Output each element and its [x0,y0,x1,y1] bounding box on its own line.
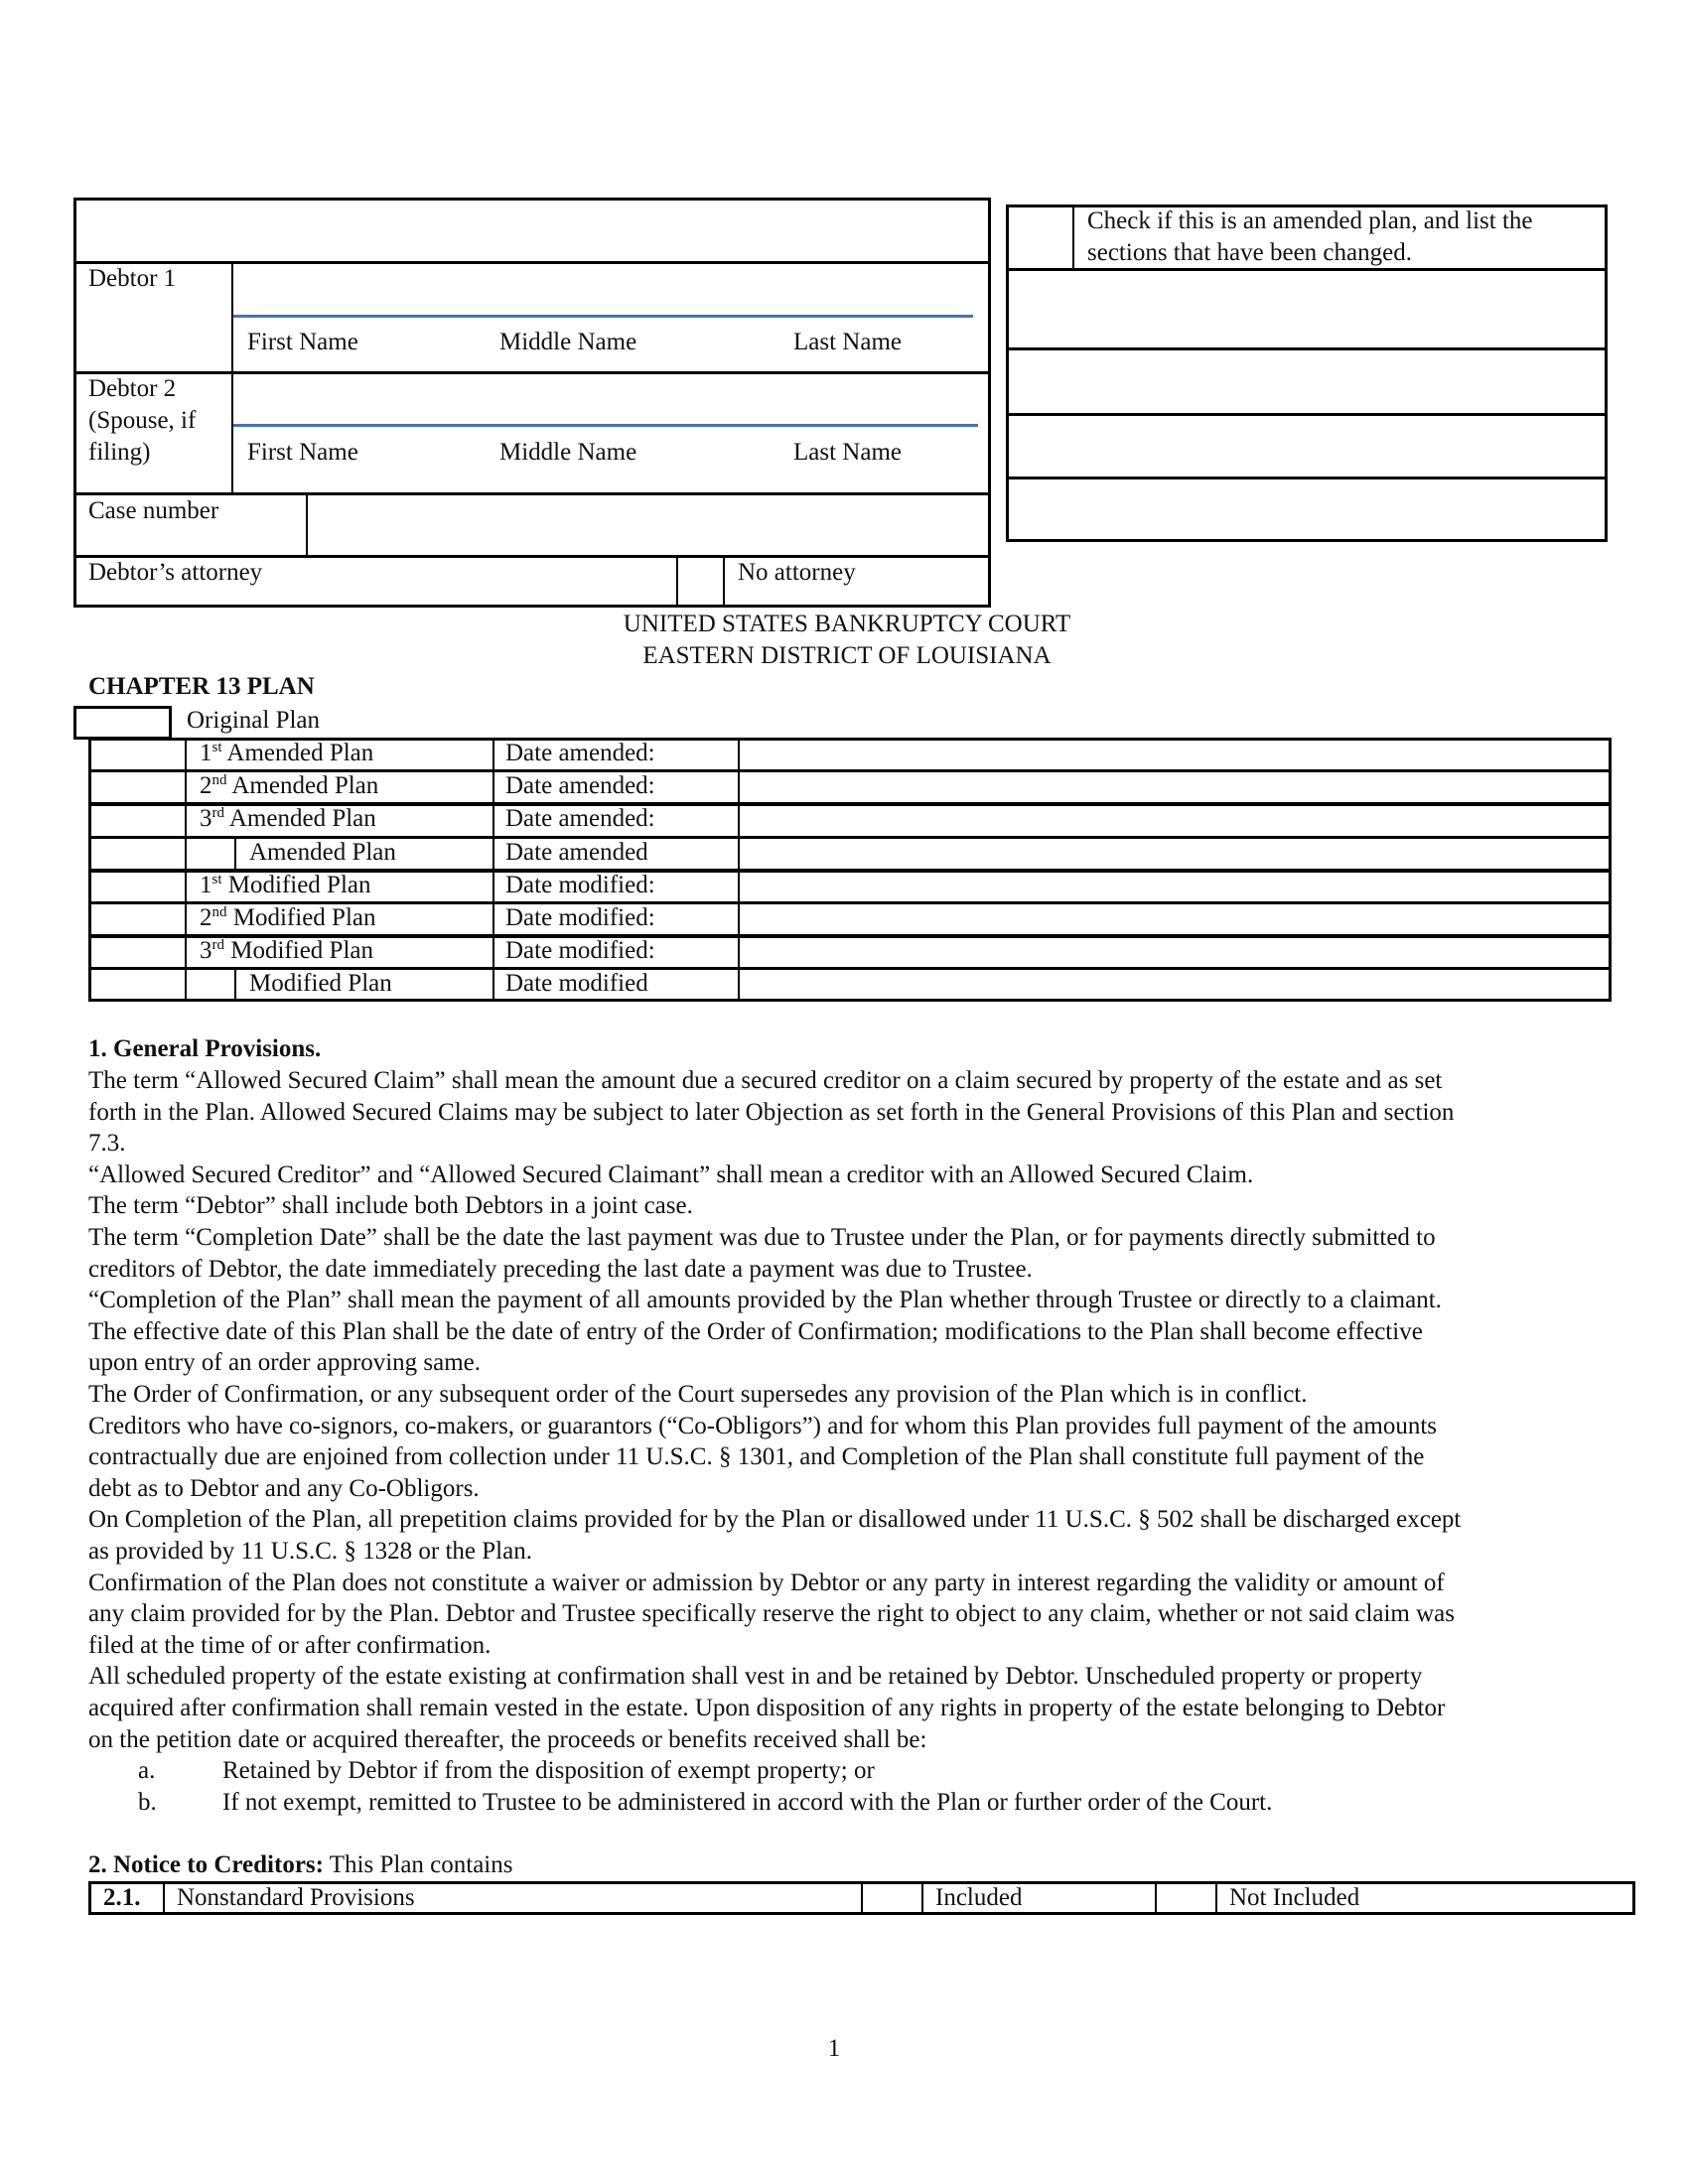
case-number-field[interactable] [310,496,985,552]
paragraph-line: creditors of Debtor, the date immediately preceding the last date a payment was due to Trustee. [88,1255,1033,1283]
original-plan-checkbox[interactable] [73,706,172,740]
divider [676,556,678,606]
court-district: EASTERN DISTRICT OF LOUISIANA [642,642,1052,669]
plan-version-name: Modified Plan [249,970,392,998]
plan-version-checkbox[interactable] [91,772,183,801]
changed-section-field[interactable] [1009,351,1605,411]
case-number-label: Case number [88,497,219,524]
date-label: Date amended: [505,805,655,833]
divider [492,770,494,803]
divider [1006,477,1608,479]
divider [738,803,740,836]
ordinal-suffix: rd [211,937,224,954]
paragraph-line: forth in the Plan. Allowed Secured Claims may be subject to later Objection as set forth in the General Provisions of this Plan and section [88,1098,1455,1126]
date-field[interactable] [741,904,1607,933]
paragraph-line: as provided by 11 U.S.C. § 1328 or the Plan. [88,1538,532,1565]
divider [185,870,187,902]
divider [861,1881,863,1915]
paragraph-line: The effective date of this Plan shall be the date of entry of the Order of Confirmation; modifications to the Plan shall become effective [88,1317,1423,1345]
divider [738,738,740,770]
plan-version-name: Amended Plan [231,772,379,800]
ordinal-number: 3 [200,937,212,965]
plan-version-checkbox[interactable] [91,805,183,834]
divider [185,738,187,770]
debtor1-label: Debtor 1 [88,265,177,292]
plan-version-checkbox[interactable] [91,904,183,933]
plan-version-label [249,969,392,999]
divider [738,770,740,803]
ordinal-suffix: nd [211,904,227,920]
paragraph-line: on the petition date or acquired thereafter, the proceeds or benefits received shall be: [88,1725,927,1753]
ordinal-number: 2 [200,772,212,800]
amended-plan-checkbox[interactable] [1009,207,1070,267]
divider [185,770,187,803]
plan-version-label [200,871,371,900]
middle-name-label: Middle Name [499,329,637,355]
divider [185,803,187,836]
paragraph-line: debt as to Debtor and any Co-Obligors. [88,1474,480,1502]
date-field[interactable] [741,872,1607,900]
page-number: 1 [827,2035,841,2062]
debtor2-label: (Spouse, if [88,407,197,434]
first-name-label: First Name [247,329,358,355]
plan-version-name: Amended Plan [226,740,374,766]
plan-version-checkbox[interactable] [91,937,183,966]
divider [492,870,494,902]
divider [492,738,494,770]
divider [185,968,187,1001]
paragraph-line: “Completion of the Plan” shall mean the payment of all amounts provided by the Plan whether through Trustee or directly to a claimant. [88,1287,1442,1314]
divider [306,493,308,556]
amended-instructions: Check if this is an amended plan, and list the [1087,207,1533,234]
included-label: Included [935,1884,1023,1911]
date-label: Date amended [505,838,648,866]
plan-version-checkbox[interactable] [91,839,183,868]
divider [231,262,233,493]
divider [1155,1881,1157,1915]
debtor2-label: filing) [88,439,151,466]
paragraph-line: On Completion of the Plan, all prepetition claims provided for by the Plan or disallowed under 11 U.S.C. § 502 shall be discharged except [88,1506,1462,1534]
provision-number: 2.1. [103,1884,141,1911]
paragraph-line: acquired after confirmation shall remain vested in the estate. Upon disposition of any rights in property of the estate belonging to Debtor [88,1695,1446,1721]
amended-instructions: sections that have been changed. [1087,239,1412,266]
divider [492,968,494,1001]
paragraph-line: The term “Completion Date” shall be the date the last payment was due to Trustee under the Plan, or for payments directly submitted to [88,1224,1436,1251]
ordinal-number: 1 [200,871,212,898]
plan-version-label [200,739,373,768]
paragraph-line: 7.3. [88,1130,126,1158]
divider [738,870,740,902]
ordinal-suffix: nd [211,772,227,789]
list-item-text: If not exempt, remitted to Trustee to be administered in accord with the Plan or further order of the Court. [222,1788,1273,1816]
divider [185,902,187,935]
ordinal-number: 3 [200,805,212,833]
plan-version-name: Modified Plan [232,904,376,931]
plan-version-checkbox[interactable] [91,872,183,900]
plan-number-field[interactable] [188,970,232,999]
divider [738,837,740,870]
plan-version-label [200,804,376,834]
divider [73,261,991,264]
ordinal-number: 1 [200,740,212,766]
date-label: Date amended: [505,740,655,766]
ordinal-suffix: st [211,740,222,755]
debtor2-name-input[interactable] [233,424,978,427]
date-label: Date modified [505,970,648,998]
divider [492,803,494,836]
plan-version-checkbox[interactable] [91,740,183,768]
divider [185,837,187,870]
plan-version-name: Modified Plan [227,871,371,898]
divider [163,1881,165,1915]
divider [738,968,740,1001]
plan-version-name: Modified Plan [230,937,373,965]
list-item-text: Retained by Debtor if from the disposition of exempt property; or [222,1757,875,1785]
not-included-label: Not Included [1229,1884,1360,1911]
plan-version-name: Amended Plan [228,805,376,833]
date-field[interactable] [741,937,1607,966]
changed-section-field[interactable] [1009,272,1605,345]
paragraph-line: Confirmation of the Plan does not constitute a waiver or admission by Debtor or any party in interest regarding the validity or amount of [88,1569,1445,1596]
divider [723,556,725,606]
divider [234,837,236,870]
paragraph-line: filed at the time of or after confirmation. [88,1631,492,1659]
date-label: Date amended: [505,772,655,800]
date-field[interactable] [741,805,1607,834]
plan-version-label [200,903,376,933]
section2-title: 2. Notice to Creditors: [88,1851,324,1878]
provision-label: Nonstandard Provisions [177,1884,415,1911]
court-name: UNITED STATES BANKRUPTCY COURT [623,611,1071,637]
middle-name-label: Middle Name [499,439,637,466]
divider [1072,205,1074,269]
date-label: Date modified: [505,871,655,898]
debtor2-label: Debtor 2 [88,375,177,402]
section1-heading: 1. General Provisions. [88,1035,322,1062]
included-checkbox[interactable] [864,1884,919,1912]
original-plan-label: Original Plan [187,707,321,734]
paragraph-line: The Order of Confirmation, or any subsequent order of the Court supersedes any provision of the Plan which is in conflict. [88,1381,1308,1408]
divider [185,935,187,968]
divider [1215,1881,1217,1915]
debtor1-name-input[interactable] [233,315,973,318]
date-label: Date modified: [505,937,655,965]
divider [738,902,740,935]
paragraph-line: any claim provided for by the Plan. Debtor and Trustee specifically reserve the right to object to any claim, whether or not said claim was [88,1600,1456,1628]
date-label: Date modified: [505,904,655,931]
divider [738,935,740,968]
plan-version-label [200,936,373,966]
section2-intro: This Plan contains [323,1851,513,1878]
date-field[interactable] [741,839,1607,868]
plan-number-field[interactable] [188,839,232,868]
paragraph-line: The term “Debtor” shall include both Debtors in a joint case. [88,1192,693,1220]
divider [1006,347,1608,350]
attorney-label: Debtor’s attorney [88,559,263,586]
divider [1006,268,1608,271]
changed-section-field[interactable] [1009,417,1605,475]
no-attorney-checkbox[interactable] [679,559,721,604]
date-field[interactable] [741,970,1607,999]
plan-title: CHAPTER 13 PLAN [88,673,315,700]
paragraph-line: The term “Allowed Secured Claim” shall mean the amount due a secured creditor on a claim secured by property of the estate and as set [88,1067,1443,1094]
ordinal-number: 2 [200,904,212,931]
divider [1006,413,1608,416]
plan-version-checkbox[interactable] [91,970,183,999]
divider [73,492,991,495]
paragraph-line: upon entry of an order approving same. [88,1349,482,1377]
paragraph-line: “Allowed Secured Creditor” and “Allowed Secured Claimant” shall mean a creditor with an Allowed Secured Claim. [88,1160,1254,1188]
divider [73,371,991,374]
divider [234,968,236,1001]
plan-version-label [200,771,378,801]
last-name-label: Last Name [793,439,902,466]
plan-version-label [249,838,396,868]
last-name-label: Last Name [793,329,902,355]
first-name-label: First Name [247,439,358,466]
no-attorney-label: No attorney [738,559,856,586]
list-marker: a. [138,1757,156,1785]
date-field[interactable] [741,772,1607,801]
not-included-checkbox[interactable] [1158,1884,1213,1912]
divider [921,1881,923,1915]
changed-section-field[interactable] [1009,480,1605,538]
ordinal-suffix: st [211,871,222,887]
divider [492,935,494,968]
divider [492,902,494,935]
paragraph-line: Creditors who have co-signors, co-makers, or guarantors (“Co-Obligors”) and for whom this Plan provides full payment of the amounts [88,1412,1438,1439]
paragraph-line: contractually due are enjoined from collection under 11 U.S.C. § 1301, and Completion of the Plan shall constitute full payment of the [88,1443,1425,1471]
plan-version-name: Amended Plan [249,838,396,866]
section2-heading [88,1850,512,1880]
date-field[interactable] [741,740,1607,768]
divider [492,837,494,870]
list-marker: b. [138,1788,157,1816]
paragraph-line: All scheduled property of the estate existing at confirmation shall vest in and be retained by Debtor. Unscheduled property or property [88,1663,1423,1691]
ordinal-suffix: rd [211,805,224,822]
